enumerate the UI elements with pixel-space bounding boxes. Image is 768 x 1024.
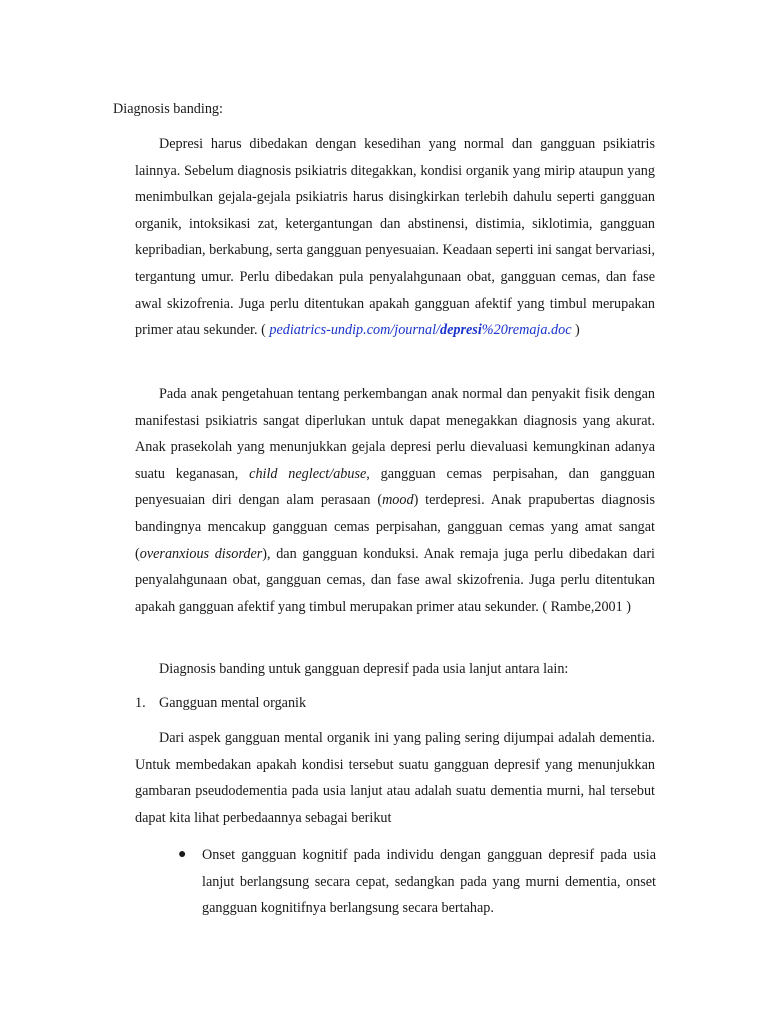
link-part-end: %20remaja.doc xyxy=(481,322,572,339)
paragraph-usia-lanjut: Diagnosis banding untuk gangguan depresif pada usia lanjut antara lain: xyxy=(159,661,569,677)
section-heading: Diagnosis banding: xyxy=(113,101,223,117)
paragraph-anak xyxy=(135,381,655,620)
reference-link[interactable] xyxy=(269,322,571,338)
numbered-item xyxy=(135,693,306,713)
item-label: Gangguan mental organik xyxy=(159,695,307,711)
italic-term: child neglect/abuse xyxy=(249,465,367,482)
paragraph-text: ), dan gangguan konduksi. Anak remaja juga perlu dibedakan dari penyalahgunaan obat, gangguan cemas, dan fase awal skizofrenia. Juga perlu ditentukan apakah gangguan afektif yang timbul merupakan primer atau sekunder. xyxy=(135,545,655,615)
paragraph-text: Depresi harus dibedakan dengan kesedihan yang normal dan gangguan psikiatris lainnya. Sebelum diagnosis psikiatris ditegakkan, kondisi organik yang mirip ataupun yang menimbulkan gejala-gejala psikiatris harus disingkirkan terlebih dahulu seperti gangguan organik, intoksikasi zat, ketergantungan dan abstinensi, distimia, siklotimia, gangguan kepribadian, berkabung, serta gangguan penyesuaian. Keadaan seperti ini sangat bervariasi, tergantung umur. Perlu dibedakan pula penyalahgunaan obat, gangguan cemas, dan fase awal skizofrenia. Juga perlu ditentukan apakah gangguan afektif yang timbul merupakan primer atau sekunder. xyxy=(135,136,655,339)
link-bold-part: depresi xyxy=(440,322,482,339)
link-part: pediatrics-undip.com/journal/ xyxy=(269,322,440,339)
paragraph-depresi-diff xyxy=(135,131,655,344)
paragraph-text: ) terdepresi. Anak prapubertas diagnosis bandingnya mencakup gangguan cemas perpisahan, gangguan cemas yang amat sangat ( xyxy=(135,492,655,562)
italic-term: mood xyxy=(382,492,414,509)
italic-term: overanxious disorder xyxy=(139,545,263,562)
paragraph-dementia: Dari aspek gangguan mental organik ini yang paling sering dijumpai adalah dementia. Untuk membedakan apakah kondisi tersebut suatu gangguan depresif yang menunjukkan gambaran pseudodementia pada usia lanjut atau adalah suatu dementia murni, hal tersebut dapat kita lihat perbedaannya sebagai berikut xyxy=(135,730,655,826)
paragraph-text: , gangguan cemas perpisahan, dan gangguan penyesuaian diri dengan alam perasaan ( xyxy=(135,465,655,509)
bullet-item: Onset gangguan kognitif pada individu dengan gangguan depresif pada usia lanjut berlangsung secara cepat, sedangkan pada yang murni dementia, onset gangguan kognitifnya berlangsung secara bertahap. xyxy=(202,847,656,917)
item-number: 1. xyxy=(135,695,146,711)
citation: ( Rambe,2001 ) xyxy=(538,598,632,615)
bullet-icon: ● xyxy=(178,847,187,862)
paragraph-text: Pada anak pengetahuan tentang perkembangan anak normal dan penyakit fisik dengan manifestasi psikiatris sangat diperlukan untuk dapat menegakkan diagnosis yang akurat. Anak prasekolah yang menunjukkan gejala depresi perlu dievaluasi kemungkinan adanya suatu keganasan, xyxy=(135,386,655,482)
ref-close: ) xyxy=(571,322,580,339)
ref-open: ( xyxy=(257,322,270,339)
